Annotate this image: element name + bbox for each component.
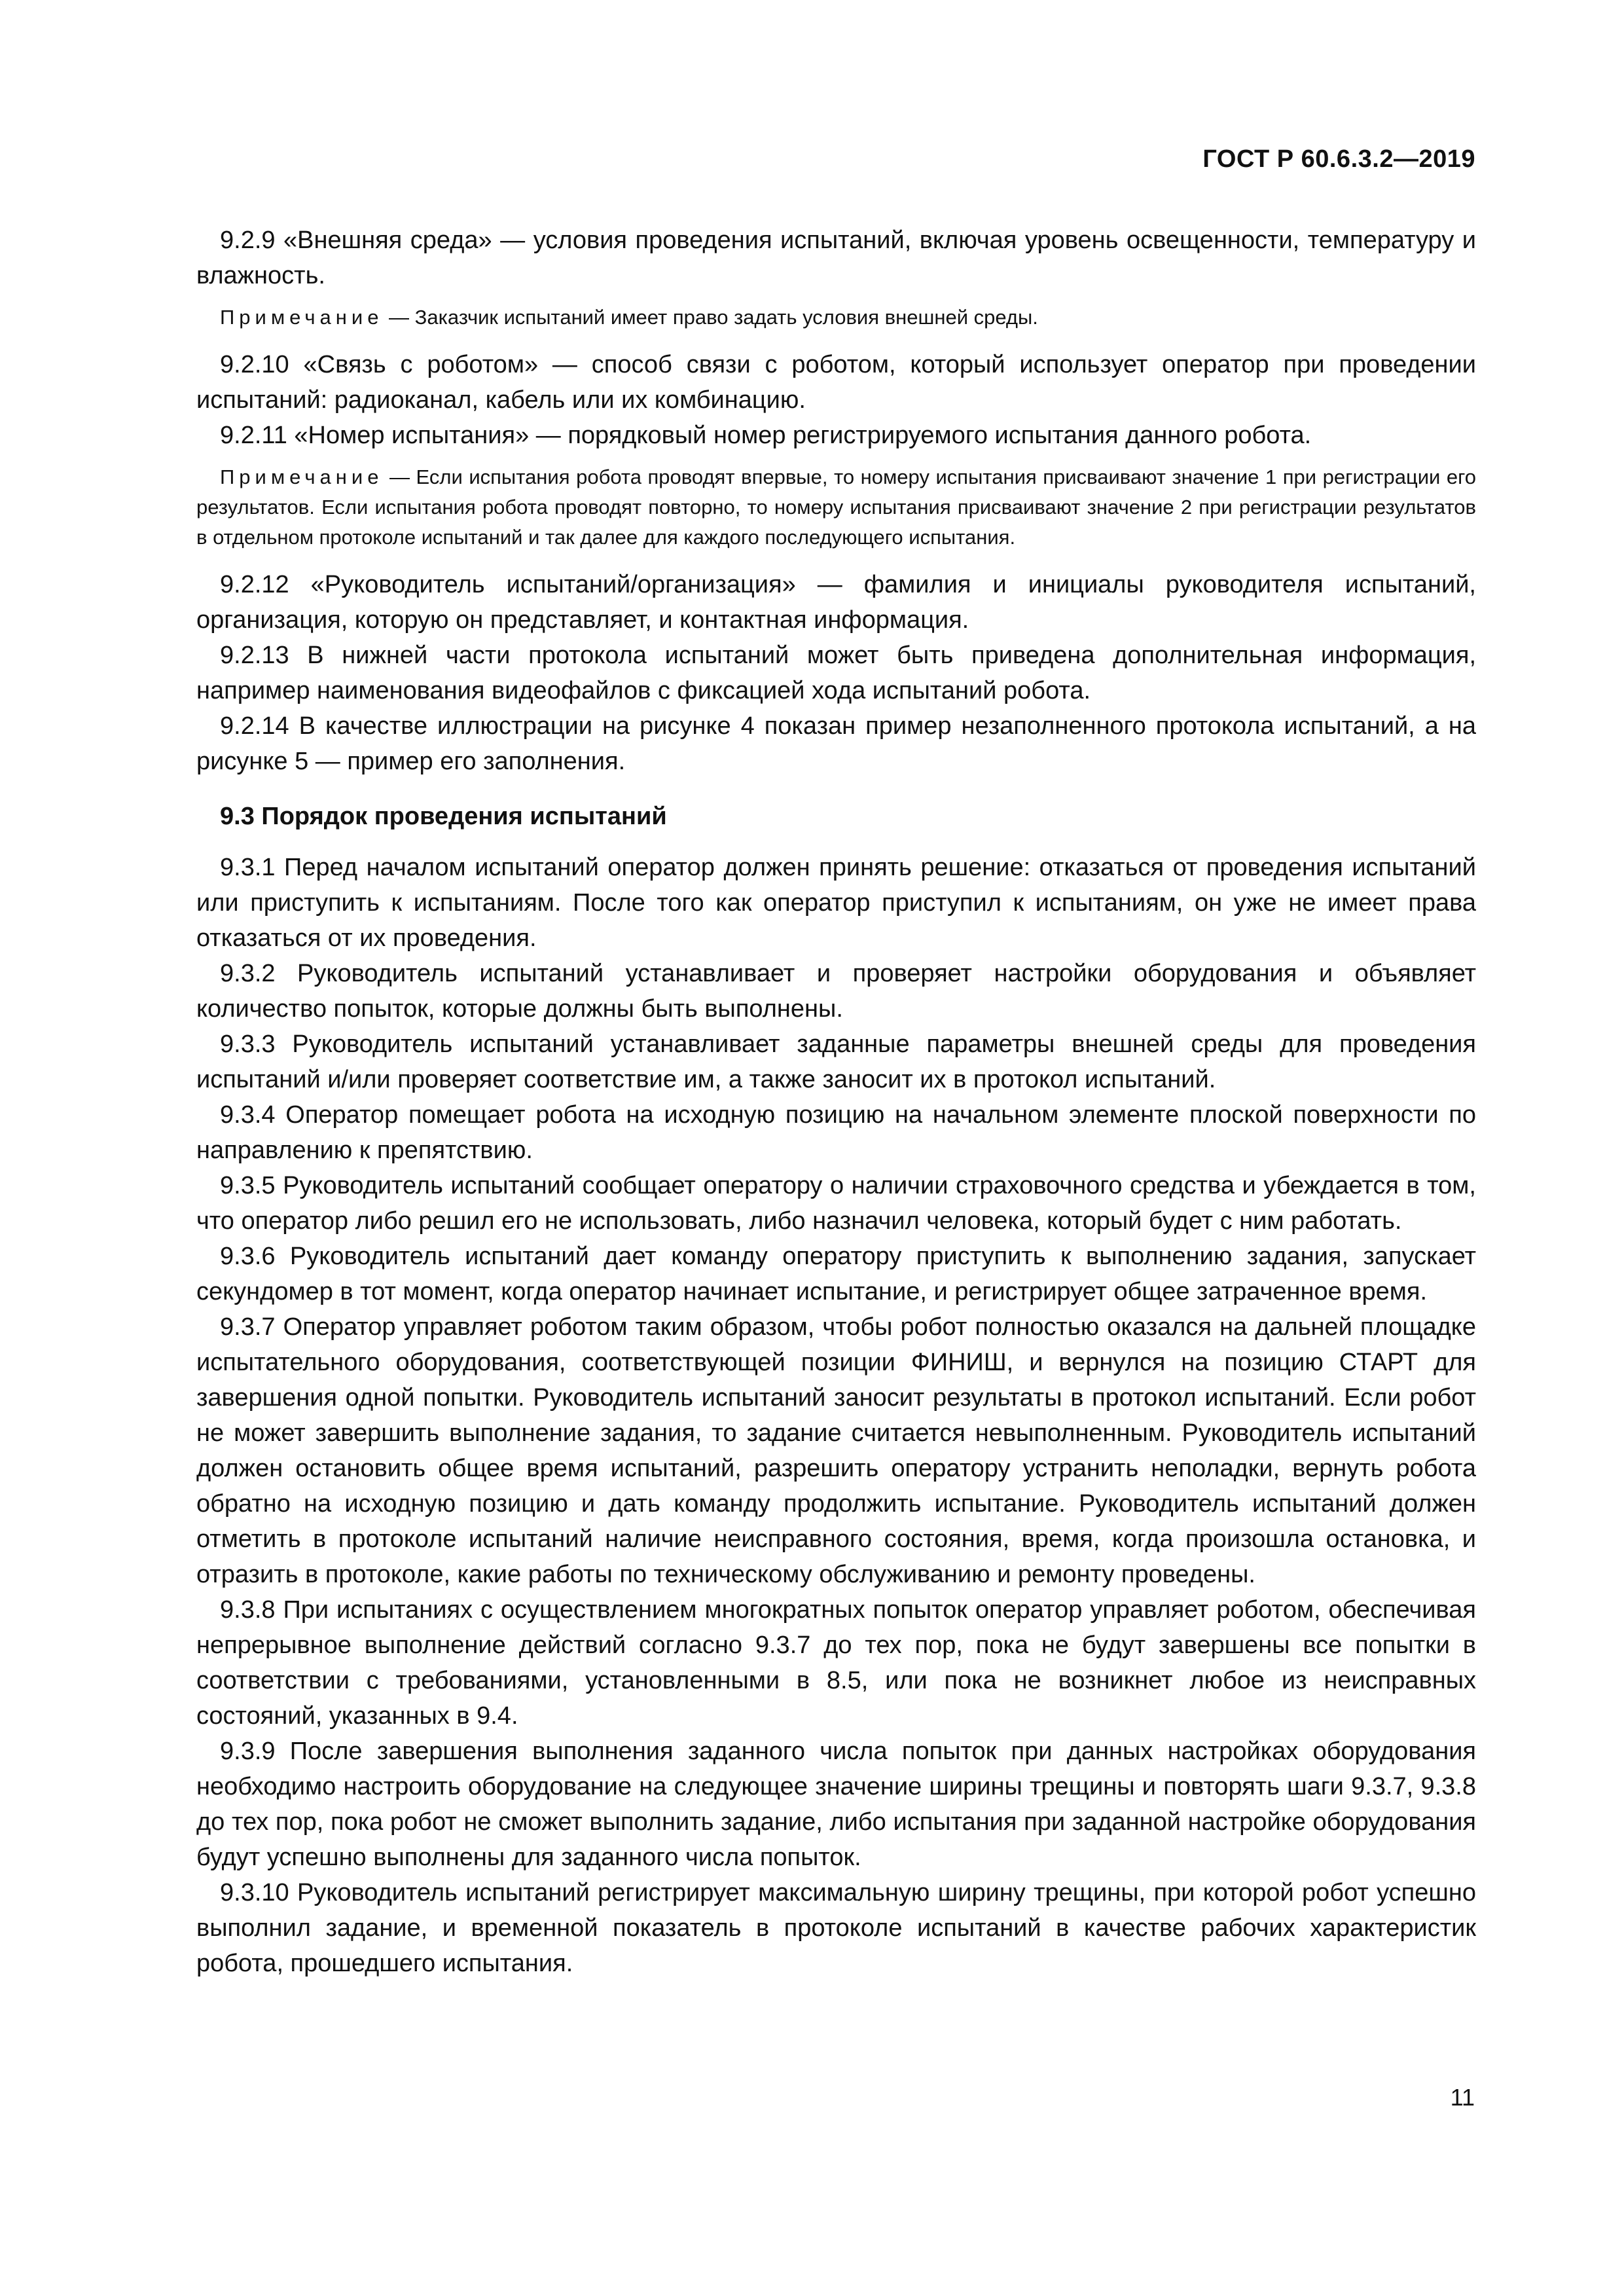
- note-external-environment: [196, 302, 1476, 333]
- paragraph-9-2-10: 9.2.10 «Связь с роботом» — способ связи с роботом, который использует оператор при проведении испытаний: радиоканал, кабель или их комбинацию.: [196, 351, 1476, 414]
- note-text: — Заказчик испытаний имеет право задать условия внешней среды.: [383, 306, 1038, 329]
- page-number: 11: [1450, 2084, 1475, 2111]
- paragraph-9-2-14: 9.2.14 В качестве иллюстрации на рисунке 4 показан пример незаполненного протокола испытаний, а на рисунке 5 — пример его заполнения.: [196, 712, 1476, 775]
- paragraph-9-3-1: 9.3.1 Перед началом испытаний оператор должен принять решение: отказаться от проведения испытаний или приступить к испытаниям. После того как оператор приступил к испытаниям, он уже не имеет права отказаться от их проведения.: [196, 854, 1476, 952]
- paragraph-9-3-7: 9.3.7 Оператор управляет роботом таким образом, чтобы робот полностью оказался на дальней площадке испытательного оборудования, соответствующей позиции ФИНИШ, и вернулся на позицию СТАРТ для завершения одной попытки. Руководитель испытаний заносит результаты в протокол испытаний. Если робот не может завершить выполнение задания, то задание считается невыполненным. Руководитель испытаний должен остановить общее время испытаний, разрешить оператору устранить неполадки, вернуть робота обратно на исходную позицию и дать команду продолжить испытание. Руководитель испытаний должен отметить в протоколе испытаний наличие неисправного состояния, время, когда произошла остановка, и отразить в протоколе, какие работы по техническому обслуживанию и ремонту проведены.: [196, 1313, 1476, 1588]
- paragraph-9-2-11: 9.2.11 «Номер испытания» — порядковый номер регистрируемого испытания данного робота.: [220, 422, 1312, 449]
- paragraph-9-2-13: 9.2.13 В нижней части протокола испытаний может быть приведена дополнительная информация, например наименования видеофайлов с фиксацией хода испытаний робота.: [196, 642, 1476, 704]
- paragraph-9-3-3: 9.3.3 Руководитель испытаний устанавливает заданные параметры внешней среды для проведения испытаний и/или проверяет соответствие им, а также заносит их в протокол испытаний.: [196, 1030, 1476, 1093]
- paragraph-9-2-12: 9.2.12 «Руководитель испытаний/организация» — фамилия и инициалы руководителя испытаний, организация, которую он представляет, и контактная информация.: [196, 571, 1476, 634]
- paragraph-9-3-4: 9.3.4 Оператор помещает робота на исходную позицию на начальном элементе плоской поверхности по направлению к препятствию.: [196, 1101, 1476, 1164]
- section-heading-9-3: 9.3 Порядок проведения испытаний: [220, 803, 667, 830]
- note-label: Примечание: [220, 306, 384, 329]
- standard-code-header: ГОСТ Р 60.6.3.2—2019: [1202, 145, 1475, 173]
- paragraph-9-3-9: 9.3.9 После завершения выполнения заданного числа попыток при данных настройках оборудования необходимо настроить оборудование на следующее значение ширины трещины и повторять шаги 9.3.7, 9.3.8 до тех пор, пока робот не сможет выполнить задание, либо испытания при заданной настройке оборудования будут успешно выполнены для заданного числа попыток.: [196, 1738, 1476, 1871]
- paragraph-9-3-2: 9.3.2 Руководитель испытаний устанавливает и проверяет настройки оборудования и объявляет количество попыток, которые должны быть выполнены.: [196, 960, 1476, 1023]
- paragraph-9-3-5: 9.3.5 Руководитель испытаний сообщает оператору о наличии страховочного средства и убеждается в том, что оператор либо решил его не использовать, либо назначил человека, который будет с ним работать.: [196, 1172, 1476, 1235]
- note-label: Примечание: [220, 465, 384, 488]
- document-body: [196, 223, 1476, 1981]
- note-text: — Если испытания робота проводят впервые, то номеру испытания присваивают значение 1 при регистрации его результатов. Если испытания робота проводят повторно, то номеру испытания присваивают значение 2 при регистрации результатов в отдельном протоколе испытаний и так далее для каждого последующего испытания.: [196, 465, 1476, 549]
- note-test-number: [196, 462, 1476, 553]
- paragraph-9-2-9: 9.2.9 «Внешняя среда» — условия проведения испытаний, включая уровень освещенности, температуру и влажность.: [196, 227, 1476, 289]
- paragraph-9-3-6: 9.3.6 Руководитель испытаний дает команду оператору приступить к выполнению задания, запускает секундомер в тот момент, когда оператор начинает испытание, и регистрирует общее затраченное время.: [196, 1243, 1476, 1305]
- paragraph-9-3-10: 9.3.10 Руководитель испытаний регистрирует максимальную ширину трещины, при которой робот успешно выполнил задание, и временной показатель в протоколе испытаний в качестве рабочих характеристик робота, прошедшего испытания.: [196, 1879, 1476, 1977]
- paragraph-9-3-8: 9.3.8 При испытаниях с осуществлением многократных попыток оператор управляет роботом, обеспечивая непрерывное выполнение действий согласно 9.3.7 до тех пор, пока не будут завершены все попытки в соответствии с требованиями, установленными в 8.5, или пока не возникнет любое из неисправных состояний, указанных в 9.4.: [196, 1596, 1476, 1730]
